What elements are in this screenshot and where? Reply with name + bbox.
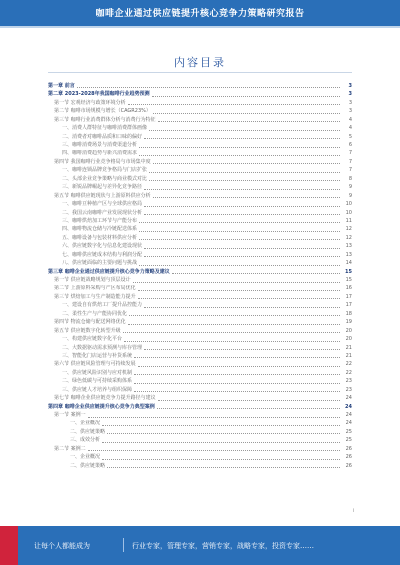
toc-entry-title: 三、新锐品牌崛起与差异化竞争路径 [62, 184, 143, 191]
footer-accent [0, 526, 18, 565]
toc-entry-page: 20 [345, 336, 352, 343]
toc-dot-leader [107, 467, 340, 468]
toc-entry-page: 25 [345, 437, 352, 444]
toc-entry[interactable] [48, 82, 352, 90]
toc-entry-page: 3 [348, 82, 352, 89]
toc-entry[interactable] [48, 124, 352, 132]
toc-entry-title: 一、咖啡豆种植产区与全球供应格局 [62, 201, 143, 208]
toc-entry-title: 五、咖啡设备与包装材料供应分析 [62, 234, 138, 241]
toc-entry-page: 4 [348, 125, 352, 132]
toc-entry[interactable] [48, 150, 352, 158]
toc-entry[interactable] [48, 335, 352, 343]
toc-entry-title: 一、咖啡连锁品牌竞争格局与门店扩张 [62, 167, 148, 174]
toc-entry[interactable] [48, 445, 352, 453]
page-number: i [352, 508, 354, 514]
toc-dot-leader [149, 130, 340, 131]
toc-entry[interactable] [48, 411, 352, 419]
toc-entry[interactable] [48, 234, 352, 242]
toc-entry[interactable] [48, 369, 352, 377]
toc-entry[interactable] [48, 318, 352, 326]
toc-entry-title: 二、供应链策略 [70, 428, 106, 435]
toc-entry[interactable] [48, 183, 352, 191]
toc-entry-page: 9 [348, 192, 352, 199]
toc-entry[interactable] [48, 436, 352, 444]
toc-dot-leader [138, 290, 340, 291]
toc-entry-page: 20 [345, 327, 352, 334]
toc-entry-page: 24 [345, 403, 352, 410]
toc-entry[interactable] [48, 107, 352, 115]
footer-slogan: 让每个人都能成为 [34, 542, 90, 550]
toc-entry-title: 第一节 宏观经济与政策环境分析 [54, 99, 126, 106]
toc-entry[interactable] [48, 386, 352, 394]
toc-dot-leader [144, 189, 340, 190]
toc-entry-title: 第四章 咖啡企业供应链提升核心竞争力典型案例 [48, 403, 155, 410]
toc-entry-page: 22 [345, 361, 352, 368]
toc-entry-title: 六、供应链数字化与信息化建设现状 [62, 243, 143, 250]
toc-entry-page: 10 [345, 201, 352, 208]
toc-dot-leader [157, 408, 340, 409]
toc-entry-page: 21 [345, 344, 352, 351]
toc-entry-page: 26 [345, 462, 352, 469]
toc-entry-title: 第六节 供应链风险管理与可持续发展 [54, 361, 136, 368]
toc-entry-page: 7 [348, 167, 352, 174]
toc-entry-title: 第五节 咖啡供应链现状与上游原料供应分析 [54, 192, 151, 199]
toc-dot-leader [129, 315, 340, 316]
toc-entry-page: 5 [348, 133, 352, 140]
toc-entry-page: 12 [345, 234, 352, 241]
toc-entry-page: 16 [345, 285, 352, 292]
footer-tagline: 行业专家，管理专家，营销专家，战略专家，投资专家…… [132, 542, 314, 550]
toc-entry[interactable] [48, 209, 352, 217]
toc-entry-page: 11 [345, 217, 352, 224]
toc-entry[interactable] [48, 352, 352, 360]
toc-entry-title: 二、消费者对咖啡品质和口味的偏好 [62, 133, 143, 140]
toc-dot-leader [144, 214, 340, 215]
toc-entry[interactable] [48, 166, 352, 174]
toc-entry[interactable] [48, 344, 352, 352]
toc-entry[interactable] [48, 99, 352, 107]
toc-entry[interactable] [48, 293, 352, 301]
toc-entry-page: 15 [345, 277, 352, 284]
toc-dot-leader [153, 197, 340, 198]
toc-entry-page: 24 [345, 420, 352, 427]
toc-dot-leader [139, 155, 340, 156]
toc-dot-leader [134, 383, 340, 384]
toc-entry-page: 3 [348, 99, 352, 106]
toc-entry[interactable] [48, 200, 352, 208]
toc-entry-title: 第五节 供应链数字化转型升级 [54, 327, 121, 334]
toc-entry-page: 12 [345, 226, 352, 233]
toc-entry[interactable] [48, 225, 352, 233]
toc-entry-title: 二、大数据驱动需求预测与库存管理 [62, 344, 143, 351]
toc-dot-leader [139, 231, 340, 232]
toc-entry-page: 25 [345, 428, 352, 435]
toc-entry-page: 10 [345, 209, 352, 216]
toc-dot-leader [139, 265, 340, 266]
toc-entry[interactable] [48, 403, 352, 411]
toc-dot-leader [123, 332, 340, 333]
toc-entry-title: 第四节 我国咖啡行业竞争格局与市场集中度 [54, 158, 151, 165]
toc-entry-title: 二、头部企业竞争策略与商业模式对比 [62, 175, 148, 182]
toc-entry-page: 17 [345, 293, 352, 300]
toc-entry[interactable] [48, 141, 352, 149]
toc-dot-leader [172, 273, 340, 274]
toc-dot-leader [158, 400, 340, 401]
toc-entry-page: 7 [348, 158, 352, 165]
toc-dot-leader [153, 113, 340, 114]
toc-entry-title: 第一节 案例一 [54, 412, 86, 419]
toc-dot-leader [138, 298, 340, 299]
toc-dot-leader [144, 256, 340, 257]
toc-entry-title: 第一章 前言 [48, 82, 75, 89]
toc-entry-title: 第一节 供应链战略规划与顶层设计 [54, 277, 131, 284]
toc-entry-title: 二、供应链策略 [70, 462, 106, 469]
toc-entry-page: 3 [348, 91, 352, 98]
toc-dot-leader [149, 172, 340, 173]
toc-entry-title: 四、咖啡物流仓储与冷链配送体系 [62, 226, 138, 233]
table-of-contents [48, 82, 352, 470]
toc-entry-page: 14 [345, 260, 352, 267]
toc-entry[interactable] [48, 133, 352, 141]
toc-entry[interactable] [48, 251, 352, 259]
toc-entry-page: 26 [345, 454, 352, 461]
toc-dot-leader [139, 147, 340, 148]
toc-dot-leader [134, 391, 340, 392]
toc-dot-leader [107, 433, 340, 434]
toc-entry-title: 一、消费人群特征与咖啡消费群体画像 [62, 125, 148, 132]
toc-entry[interactable] [48, 301, 352, 309]
toc-entry-title: 三、成效分析 [70, 437, 101, 444]
toc-dot-leader [128, 324, 340, 325]
toc-entry-title: 二、柔性生产与产能协同优化 [62, 310, 128, 317]
toc-entry[interactable] [48, 192, 352, 200]
toc-entry-page: 13 [345, 243, 352, 250]
toc-entry-page: 22 [345, 369, 352, 376]
toc-entry[interactable] [48, 90, 352, 98]
toc-entry-title: 三、智能化门店运营与补货系统 [62, 352, 133, 359]
toc-dot-leader [149, 180, 340, 181]
toc-entry-page: 8 [348, 175, 352, 182]
toc-entry-title: 第七节 咖啡企业供应链竞争力提升路径与建议 [54, 395, 156, 402]
toc-entry-title: 八、供应链面临的主要问题与挑战 [62, 260, 138, 267]
toc-dot-leader [152, 96, 340, 97]
toc-dot-leader [144, 138, 340, 139]
toc-entry-page: 26 [345, 445, 352, 452]
toc-dot-leader [128, 104, 340, 105]
toc-dot-leader [77, 87, 340, 88]
toc-dot-leader [144, 248, 340, 249]
toc-entry-title: 一、供应链风险识别与应对机制 [62, 369, 133, 376]
toc-dot-leader [124, 341, 340, 342]
toc-dot-leader [139, 239, 340, 240]
toc-dot-leader [133, 282, 340, 283]
toc-entry[interactable] [48, 158, 352, 166]
toc-entry-page: 24 [345, 395, 352, 402]
toc-entry-page: 15 [345, 268, 352, 275]
toc-entry[interactable] [48, 360, 352, 368]
toc-entry-title: 三、咖啡烘焙加工环节与产能分布 [62, 217, 138, 224]
toc-entry-title: 三、咖啡消费场景与消费渠道分析 [62, 142, 138, 149]
toc-entry[interactable] [48, 462, 352, 470]
toc-dot-leader [134, 357, 340, 358]
toc-heading: 内容目录 [174, 56, 226, 69]
toc-dot-leader [138, 366, 340, 367]
toc-entry[interactable] [48, 217, 352, 225]
toc-entry-title: 一、企业概况 [70, 454, 101, 461]
toc-entry-title: 二、绿色低碳与可持续采购体系 [62, 378, 133, 385]
toc-entry[interactable] [48, 285, 352, 293]
toc-entry[interactable] [48, 268, 352, 276]
toc-entry[interactable] [48, 310, 352, 318]
toc-entry-title: 第二章 2023-2028年我国咖啡行业趋势预测 [48, 91, 150, 98]
toc-entry-title: 七、咖啡供应链成本结构与利润分配 [62, 251, 143, 258]
toc-entry-title: 第四节 物流仓储与配送网络优化 [54, 319, 126, 326]
toc-entry-page: 24 [345, 412, 352, 419]
toc-dot-leader [102, 459, 340, 460]
toc-entry-title: 一、建设自有烘焙工厂提升品控能力 [62, 302, 143, 309]
toc-entry-title: 第三章 咖啡企业通过供应链提升核心竞争力策略及建议 [48, 268, 170, 275]
toc-dot-leader [88, 417, 340, 418]
toc-entry-title: 三、供应链人才培养与组织保障 [62, 386, 133, 393]
toc-dot-leader [158, 121, 340, 122]
toc-dot-leader [144, 349, 340, 350]
header-underline [0, 26, 400, 28]
toc-dot-leader [144, 206, 340, 207]
toc-entry-title: 第二节 咖啡市场规模与增长（CAGR23%） [54, 108, 151, 115]
toc-entry[interactable] [48, 453, 352, 461]
toc-entry[interactable] [48, 175, 352, 183]
toc-entry[interactable] [48, 276, 352, 284]
toc-entry[interactable] [48, 420, 352, 428]
toc-dot-leader [153, 163, 340, 164]
toc-entry-title: 第二节 案例二 [54, 445, 86, 452]
toc-entry-page: 4 [348, 116, 352, 123]
footer-divider [123, 538, 124, 552]
toc-entry[interactable] [48, 116, 352, 124]
toc-entry-title: 一、企业概况 [70, 420, 101, 427]
report-title: 咖啡企业通过供应链提升核心竞争力策略研究报告 [95, 9, 305, 19]
toc-entry-title: 四、咖啡消费趋势与新兴消费需求 [62, 150, 138, 157]
toc-dot-leader [134, 374, 340, 375]
toc-entry-title: 第二节 上游原料采购与产区布局优化 [54, 285, 136, 292]
toc-entry-page: 13 [345, 251, 352, 258]
toc-entry-title: 二、我国云南咖啡产业发展现状分析 [62, 209, 143, 216]
toc-entry-page: 19 [345, 319, 352, 326]
toc-entry[interactable] [48, 377, 352, 385]
toc-dot-leader [88, 450, 340, 451]
toc-entry-title: 第三节 咖啡行业消费群体分析与消费行为特征 [54, 116, 156, 123]
toc-entry-page: 18 [345, 310, 352, 317]
toc-entry-page: 23 [345, 386, 352, 393]
toc-entry-page: 6 [348, 142, 352, 149]
toc-entry-page: 7 [348, 150, 352, 157]
toc-entry[interactable] [48, 327, 352, 335]
toc-entry-page: 9 [348, 184, 352, 191]
toc-entry[interactable] [48, 242, 352, 250]
toc-entry[interactable] [48, 394, 352, 402]
toc-entry-page: 23 [345, 378, 352, 385]
toc-entry[interactable] [48, 259, 352, 267]
toc-entry-title: 第三节 烘焙加工与生产制造能力提升 [54, 293, 136, 300]
toc-entry-page: 17 [345, 302, 352, 309]
toc-entry[interactable] [48, 428, 352, 436]
toc-heading-divider [48, 72, 352, 73]
toc-dot-leader [102, 425, 340, 426]
toc-entry-page: 21 [345, 352, 352, 359]
toc-dot-leader [139, 222, 340, 223]
toc-dot-leader [102, 442, 340, 443]
page-header-bar [0, 0, 400, 26]
toc-entry-page: 3 [348, 108, 352, 115]
toc-dot-leader [144, 307, 340, 308]
toc-entry-title: 一、构建供应链数字化平台 [62, 336, 123, 343]
